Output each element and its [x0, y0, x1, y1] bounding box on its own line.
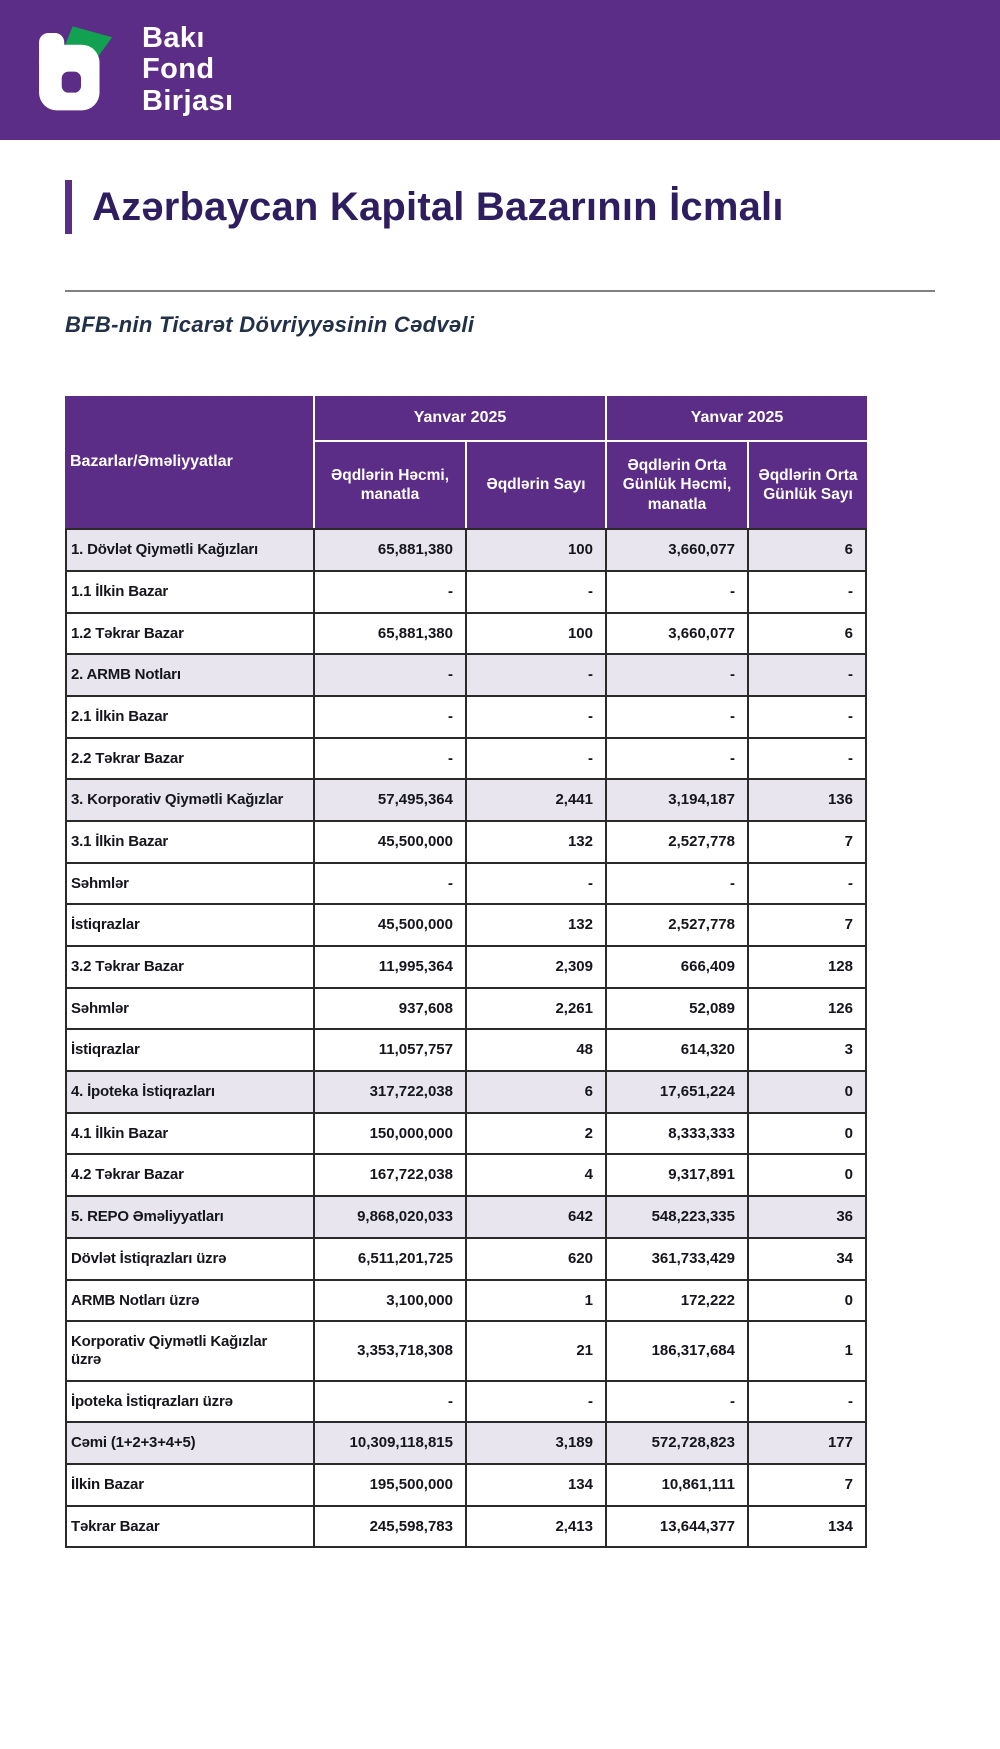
row-value: 0: [749, 1114, 867, 1156]
row-value: 361,733,429: [607, 1239, 749, 1281]
table-row: [65, 1322, 867, 1381]
row-label: İstiqrazlar: [65, 1030, 315, 1072]
row-value: 126: [749, 989, 867, 1031]
row-label: İpoteka İstiqrazları üzrə: [65, 1382, 315, 1424]
row-value: 10,861,111: [607, 1465, 749, 1507]
row-value: 65,881,380: [315, 614, 467, 656]
row-label: İstiqrazlar: [65, 905, 315, 947]
row-value: 245,598,783: [315, 1507, 467, 1549]
row-label: 2. ARMB Notları: [65, 655, 315, 697]
row-value: -: [315, 739, 467, 781]
table-row: [65, 1114, 867, 1156]
period-header-right: Yanvar 2025: [607, 396, 867, 442]
row-label: 1.1 İlkin Bazar: [65, 572, 315, 614]
period-header-left: Yanvar 2025: [315, 396, 607, 442]
table-row: [65, 780, 867, 822]
row-value: 34: [749, 1239, 867, 1281]
row-value: 614,320: [607, 1030, 749, 1072]
row-value: -: [467, 697, 607, 739]
row-value: 128: [749, 947, 867, 989]
row-value: 21: [467, 1322, 607, 1381]
row-value: 548,223,335: [607, 1197, 749, 1239]
row-value: 134: [467, 1465, 607, 1507]
row-value: 0: [749, 1281, 867, 1323]
row-label: 4.1 İlkin Bazar: [65, 1114, 315, 1156]
row-value: -: [467, 572, 607, 614]
row-value: -: [607, 739, 749, 781]
row-label: Təkrar Bazar: [65, 1507, 315, 1549]
table-row: [65, 614, 867, 656]
row-value: -: [315, 1382, 467, 1424]
divider-line: [65, 290, 935, 292]
row-value: -: [749, 739, 867, 781]
brand-header-band: [0, 0, 1000, 140]
table-row: [65, 1423, 867, 1465]
row-value: 13,644,377: [607, 1507, 749, 1549]
row-label: 1.2 Təkrar Bazar: [65, 614, 315, 656]
column-header-count: Əqdlərin Sayı: [467, 442, 607, 528]
table-row: [65, 822, 867, 864]
table-row: [65, 864, 867, 906]
row-label: ARMB Notları üzrə: [65, 1281, 315, 1323]
row-value: 172,222: [607, 1281, 749, 1323]
row-value: 3,660,077: [607, 528, 749, 572]
row-value: 2,261: [467, 989, 607, 1031]
table-row: [65, 528, 867, 572]
row-value: 572,728,823: [607, 1423, 749, 1465]
row-value: 3,660,077: [607, 614, 749, 656]
row-value: 317,722,038: [315, 1072, 467, 1114]
row-value: 195,500,000: [315, 1465, 467, 1507]
table-row: [65, 1155, 867, 1197]
row-value: 2: [467, 1114, 607, 1156]
row-label: 4.2 Təkrar Bazar: [65, 1155, 315, 1197]
row-value: 45,500,000: [315, 905, 467, 947]
table-row: [65, 1507, 867, 1549]
row-value: 10,309,118,815: [315, 1423, 467, 1465]
row-value: 100: [467, 528, 607, 572]
row-label: 5. REPO Əməliyyatları: [65, 1197, 315, 1239]
table-row: [65, 572, 867, 614]
row-value: -: [749, 1382, 867, 1424]
table-row: [65, 1197, 867, 1239]
row-value: -: [749, 572, 867, 614]
row-value: 2,527,778: [607, 905, 749, 947]
row-label: 2.2 Təkrar Bazar: [65, 739, 315, 781]
row-value: -: [749, 864, 867, 906]
corner-header: Bazarlar/Əməliyyatlar: [65, 396, 315, 528]
table-row: [65, 1281, 867, 1323]
row-value: 2,527,778: [607, 822, 749, 864]
table-row: [65, 739, 867, 781]
row-value: 132: [467, 905, 607, 947]
row-value: 48: [467, 1030, 607, 1072]
row-value: 9,317,891: [607, 1155, 749, 1197]
table-row: [65, 1030, 867, 1072]
row-value: 57,495,364: [315, 780, 467, 822]
row-value: 134: [749, 1507, 867, 1549]
row-value: -: [315, 697, 467, 739]
row-value: 7: [749, 822, 867, 864]
row-value: 620: [467, 1239, 607, 1281]
table-subtitle: BFB-nin Ticarət Dövriyyəsinin Cədvəli: [65, 312, 475, 337]
column-header-volume: Əqdlərin Həcmi, manatla: [315, 442, 467, 528]
row-label: İlkin Bazar: [65, 1465, 315, 1507]
row-value: 45,500,000: [315, 822, 467, 864]
row-label: 2.1 İlkin Bazar: [65, 697, 315, 739]
row-value: 11,995,364: [315, 947, 467, 989]
row-value: 937,608: [315, 989, 467, 1031]
row-value: 186,317,684: [607, 1322, 749, 1381]
page-content: [0, 180, 1000, 1548]
row-value: 6: [467, 1072, 607, 1114]
row-value: 3: [749, 1030, 867, 1072]
row-label: Səhmlər: [65, 864, 315, 906]
page-title: Azərbaycan Kapital Bazarının İcmalı: [92, 184, 784, 229]
row-value: 4: [467, 1155, 607, 1197]
row-value: 642: [467, 1197, 607, 1239]
row-value: 52,089: [607, 989, 749, 1031]
row-value: 9,868,020,033: [315, 1197, 467, 1239]
row-value: 1: [467, 1281, 607, 1323]
table-header: [65, 396, 867, 528]
row-value: 7: [749, 905, 867, 947]
brand-line-3: Birjası: [142, 84, 234, 117]
row-label: Korporativ Qiymətli Kağızlar üzrə: [65, 1322, 315, 1381]
row-label: Cəmi (1+2+3+4+5): [65, 1423, 315, 1465]
table-row: [65, 989, 867, 1031]
row-value: 2,413: [467, 1507, 607, 1549]
table-row: [65, 947, 867, 989]
row-label: 3. Korporativ Qiymətli Kağızlar: [65, 780, 315, 822]
row-value: 3,189: [467, 1423, 607, 1465]
row-value: 11,057,757: [315, 1030, 467, 1072]
row-value: 666,409: [607, 947, 749, 989]
row-label: 3.2 Təkrar Bazar: [65, 947, 315, 989]
title-accent-bar: [65, 180, 72, 234]
row-value: 2,441: [467, 780, 607, 822]
brand-line-1: Bakı: [142, 22, 205, 55]
row-value: -: [467, 864, 607, 906]
table-row: [65, 1465, 867, 1507]
row-value: 65,881,380: [315, 528, 467, 572]
row-value: 6: [749, 528, 867, 572]
row-value: -: [315, 864, 467, 906]
bfb-logo-icon: [34, 21, 118, 119]
row-value: -: [467, 655, 607, 697]
table-row: [65, 655, 867, 697]
row-value: -: [607, 697, 749, 739]
row-value: 8,333,333: [607, 1114, 749, 1156]
table-body: [65, 528, 867, 1548]
row-value: -: [315, 655, 467, 697]
row-value: -: [467, 739, 607, 781]
row-value: 100: [467, 614, 607, 656]
row-value: 6,511,201,725: [315, 1239, 467, 1281]
table-row: [65, 1072, 867, 1114]
row-label: Səhmlər: [65, 989, 315, 1031]
row-value: 36: [749, 1197, 867, 1239]
row-value: -: [749, 697, 867, 739]
row-value: 3,353,718,308: [315, 1322, 467, 1381]
column-header-avg-daily-count: Əqdlərin Orta Günlük Sayı: [749, 442, 867, 528]
row-label: Dövlət İstiqrazları üzrə: [65, 1239, 315, 1281]
row-value: -: [607, 864, 749, 906]
row-value: 1: [749, 1322, 867, 1381]
row-value: 150,000,000: [315, 1114, 467, 1156]
row-label: 3.1 İlkin Bazar: [65, 822, 315, 864]
row-value: 6: [749, 614, 867, 656]
table-row: [65, 905, 867, 947]
title-row: [65, 180, 935, 234]
row-value: 17,651,224: [607, 1072, 749, 1114]
row-value: 167,722,038: [315, 1155, 467, 1197]
row-value: 7: [749, 1465, 867, 1507]
row-value: 3,100,000: [315, 1281, 467, 1323]
row-value: -: [467, 1382, 607, 1424]
row-value: -: [749, 655, 867, 697]
row-value: -: [607, 572, 749, 614]
row-value: -: [607, 1382, 749, 1424]
brand-line-2: Fond: [142, 53, 215, 86]
row-value: 177: [749, 1423, 867, 1465]
row-value: -: [315, 572, 467, 614]
row-value: 3,194,187: [607, 780, 749, 822]
row-value: 132: [467, 822, 607, 864]
table-row: [65, 1382, 867, 1424]
row-value: 0: [749, 1072, 867, 1114]
row-value: 136: [749, 780, 867, 822]
column-header-avg-daily-volume: Əqdlərin Orta Günlük Həcmi, manatla: [607, 442, 749, 528]
row-value: -: [607, 655, 749, 697]
turnover-table: [65, 396, 867, 1548]
table-row: [65, 697, 867, 739]
row-value: 0: [749, 1155, 867, 1197]
row-label: 1. Dövlət Qiymətli Kağızları: [65, 528, 315, 572]
row-label: 4. İpoteka İstiqrazları: [65, 1072, 315, 1114]
brand-name: [142, 23, 233, 116]
row-value: 2,309: [467, 947, 607, 989]
table-row: [65, 1239, 867, 1281]
